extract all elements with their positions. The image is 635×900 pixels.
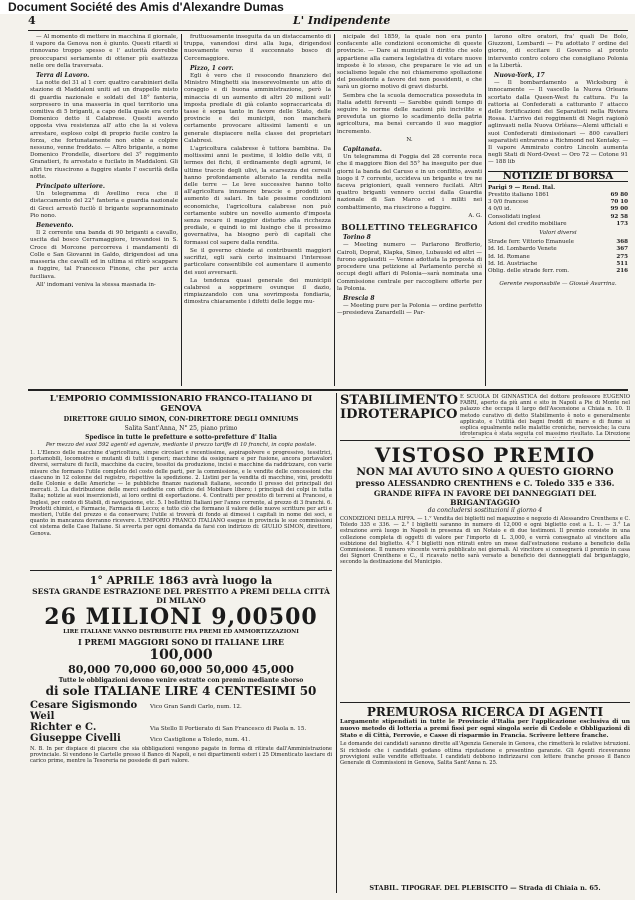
premurosa-body: Le domande dei candidati saranno dirette all'Agenzia Generale in Genova, che rimetterà le relative istruzioni. Si richiede che i candidati godano ottima riputazione e presentino garanzie. Gli Agenti riceveranno provvigioni sulle vendite effettuate. I candidati debbono indirizzarsi con lettere franche presso il Banco Generale di Commissioni in Genova, Salita Sant'Anna n. 25.: [340, 741, 630, 766]
valori-title: Valori diversi: [539, 230, 577, 237]
agents-list: [30, 700, 332, 744]
lottery-amount: 26 MILIONI 9,00500: [44, 604, 318, 630]
table-row: [488, 268, 628, 275]
agent-address: Via Stello Il Portierato di San Francesco di Paola n. 15.: [150, 726, 307, 732]
emporio-title: L'EMPORIO COMMISSIONARIO FRANCO-ITALIANO DI GENOVA: [49, 394, 313, 414]
table-row: [488, 206, 628, 213]
row-value: 99 00: [610, 206, 628, 213]
row-label: Azioni del credito mobiliare: [488, 220, 567, 227]
borsa-paris-head: Parigi 9 — Rend. Ital.: [488, 184, 556, 191]
agent-row: [30, 722, 332, 733]
ad-divider-rule: [336, 393, 337, 893]
printer-footer: STABIL. TIPOGRAF. DEL PLEBISCITO — Strada di Chiaia n. 65.: [369, 884, 601, 892]
row-value: 511: [616, 260, 628, 267]
agent-address: Vico Castiglione a Toledo, num. 41.: [150, 737, 251, 743]
row-value: 368: [616, 239, 628, 246]
article-paragraph: Un telegramma di Foggia del 28 corrente reca che il maggiore Bion del 55° ha inseguito per due giorni la banda del Caruso e in un conflitto, avanti luogo il 7 corrente, uccideva un brigante e tre ne faceva prigionieri, quali vennero fucilati. Altri quattro briganti vennero uccisi dalla Guardia nazionale di San Marco ed i militi nei combattimento, ma riuscirono a fuggire.: [337, 154, 482, 211]
lottery-solo: di sole ITALIANE LIRE 4 CENTESIMI 50: [45, 684, 317, 698]
row-label: Id. Id. Romane: [488, 253, 530, 260]
table-row: [488, 261, 628, 268]
agent-row: [30, 700, 332, 722]
stabilimento-intro: E SCUOLA DI GINNASTICA del dottore professore EUGENIO FABRI, aperto da più anni e sito in Napoli a Pie di Monte nel palazzo che occupa il largo dell'Ascensione a Chiaia n. 10. Il metodo curativo di detto Stabilimento è noto e generalmente applicato, e l'utilità dei bagni freddi di mare e di fiume si esplica egualmente nelle malattie croniche, nervosiche; la cura idroterapica è stata seguita col massimo risultato. La Direzione: [460, 394, 630, 438]
premurosa-title: PREMUROSA RICERCA DI AGENTI: [366, 705, 604, 719]
row-value: 92 58: [610, 213, 628, 220]
lottery-note: N. B. In per dispiace di piacere che sia obbligazioni vengono pagate in forma di ritirate dall'Amministrazione provinciale. Si vendono le Cartelle presso il Banco di Napoli, e nei dipartimenti esteri i 25 Dimenticato lasciare di carico prime, mentre la Tesoreria ne possiede di pari valore.: [30, 746, 332, 765]
row-label: Prestito italiano 1861: [488, 192, 550, 199]
premurosa-subtitle: Largamente stipendiati in tutte le Provincie d'Italia per l'applicazione esclusiva di un nuovo metodo di lotteria a premi fissi per ogni singola serie di Cedole e Obbligazioni di Stato e di Città, Ferrovie, e Casse di risparmio in Francia. Scrivere lettere franche.: [340, 719, 630, 739]
table-row: [488, 221, 628, 228]
section-heading: Torino 8: [343, 234, 371, 242]
valori-table: [488, 239, 628, 275]
article-signature: A. G.: [468, 212, 482, 219]
column-rule-3: [485, 34, 486, 386]
article-paragraph: — Al momento di mettere in macchina il giornale, il vapore da Genova non è giunto. Questi ritardi si rinnovano troppo spesso e l' autorità dovrebbe preoccuparsi seriamente di ottener più esattezza nelle ore della traversata.: [30, 34, 178, 69]
row-label: Id. Id. Lombardo Venete: [488, 246, 557, 253]
article-paragraph: Se il governo chiede ai contribuenti maggiori sacrifizi, egli sarà certo insinuarsi l'interesse particolare consentibile col aumentare il aumento dei suoi avversarii.: [184, 247, 331, 276]
lottery-prizes: 80,000 70,000 60,000 50,000 45,000: [68, 663, 294, 676]
row-value: 367: [616, 246, 628, 253]
article-paragraph: Egli è vero che il resocondo finanziero del Ministro Minghetti sia inesorevolmente un atto di coraggio e di buona amministrazione, però la minaccia di un aumento di altri 20 milioni sull' imposta prediale di già colanto sopraccaricata di tasse è sorpa tanto in favore delle Stato, delle provincie e dei municipii, non mancherà certamente provocare altissimi lamenti e un generale dispiacere nella classe dei proprietari Calabresi.: [184, 73, 331, 144]
section-heading: Benevento.: [36, 222, 74, 230]
agent-row: [30, 733, 332, 744]
lottery-obbligazioni: Tutte le obbligazioni devono venire estratte con premio mediante sborso: [58, 677, 304, 684]
row-label: Strade ferr. Vittorio Emanuele: [488, 239, 574, 246]
lottery-title: SESTA GRANDE ESTRAZIONE DEL PRESTITO A PREMI DELLA CITTÀ DI MILANO: [32, 587, 330, 605]
news-column-1: [30, 34, 178, 386]
article-paragraph: larono oltre oratori, fra' quali De Bolo, Giuzzoni, Lombardi — Fu adottato l' ordine del giorno, di eccitare il Governo al pronto intervento contro coloro che consigliano Polonia e la Libertà.: [488, 34, 628, 69]
news-column-2: [184, 34, 331, 386]
lottery-maggiori: I PREMI MAGGIORI SONO DI ITALIANE LIRE: [78, 637, 284, 647]
column-rule-2: [334, 34, 335, 386]
row-value: 275: [616, 253, 628, 260]
row-label: 4 0/0 id.: [488, 206, 512, 213]
article-paragraph: La notte del 31 al 1 corr. quattro carabinieri della stazione di Maddaloni uniti ad un drappello misto di guardia nazionale e soldati del 18° fanteria, sorpresero in una masseria in quel territorio una comitiva di 5 briganti, a capo della quale era certo Domenico detto il Calabrese. Questi avendo opposta viva resistenza all' atto che la si voleva arrestare, esploso colpi di proprio fucile contro la forza, che fortunatamente non ebbe a colpire nessuno, venne freddato. — Altro brigante, a nome Domenico Frondelle, disertore del 3° reggimento Granatieri, fu arrestato e fucilato in Maddaloni. Gli altri tre riuscirono a fuggire stante l' oscurità della notte.: [30, 80, 178, 180]
gerente-line: Gerente responsabile — Giosuè Avarrina.: [499, 281, 617, 288]
borsa-table: [488, 192, 628, 228]
section-divider-rule: [28, 389, 628, 391]
row-value: 69 80: [610, 192, 628, 199]
table-row: [488, 254, 628, 261]
row-label: Id. Id. Austriache: [488, 260, 538, 267]
article-paragraph: — Meeting numero — Parlarono Brofferio, Cairoli, Doprat, Klapka, Sineo, Lubauski ed altri — furono applauditi — Venne adottata la proposta di procedere una petizione al Parlamento perchè sì occupi degli affari di Polonia—sarà nominata una Commissione centrale per raccogliere offerte per la Polonia.: [337, 242, 482, 292]
emporio-subtitle: DIRETTORE GIULIO SIMON, CON-DIRETTORE DEGLI OMNIUMS: [63, 415, 299, 423]
section-heading: Capitanata.: [343, 146, 382, 154]
section-heading: Nuova-York, 17: [494, 72, 545, 80]
row-label: Consolidati inglesi: [488, 213, 541, 220]
table-row: [488, 239, 628, 246]
article-signature: N.: [406, 136, 413, 143]
vistoso-premio: VISTOSO PREMIO: [374, 443, 596, 467]
emporio-spedisce: Spedisce in tutte le prefetture e sotto-prefetture d' Italia: [85, 434, 277, 441]
emporio-per-mezzo: Per mezzo dei suoi 592 agenti ed agenzie, mediante il prezzo tariffe di 10 franchi, in copia postale.: [45, 442, 317, 448]
table-row: [488, 192, 628, 199]
lottery-top-prize: 100,000: [149, 647, 213, 663]
article-paragraph: Sembra che la scuola democratica posseduta in Italia adetti ferventi — Sarebbe quindi tempo di seguire le norme delle nazioni più incivilite e preveduta un giorno lo scadimento della patria agricoltura, ma bensì cercando il suo maggior incremento.: [337, 92, 482, 135]
agent-name: Giuseppe Civelli: [30, 733, 121, 744]
section-heading: Terra di Lavoro.: [36, 72, 90, 80]
article-paragraph: All' indomani veniva la stessa masnada in-: [36, 281, 156, 288]
section-heading: Principato ulteriore.: [36, 183, 105, 191]
news-column-3: [337, 34, 482, 386]
lottery-date: 1° APRILE 1863 avrà luogo la: [89, 574, 273, 587]
document-banner: Document Société des Amis d'Alexandre Dumas: [0, 0, 635, 14]
bollettino-title: BOLLETTINO TELEGRAFICO: [341, 222, 478, 233]
column-rule-1: [181, 34, 182, 386]
stabilimento-title: STABILIMENTO IDROTERAPICO: [340, 394, 458, 422]
agent-address: Vico Gran Sandi Carlo, num. 12.: [150, 704, 242, 710]
lottery-subtitle: LIRE ITALIANE VANNO DISTRIBUITE FRA PREMI ED AMMORTIZZAZIONI: [63, 629, 299, 635]
agent-name: Cesare Sigismondo Weil: [30, 700, 138, 722]
riffa-title: GRANDE RIFFA IN FAVORE DEI DANNEGGIATI DEL BRIGANTAGGIO: [373, 489, 597, 507]
article-paragraph: — Il bombardamento a Wicksburg è innocamente — Il vascello la Nuova Orleans scortato dalla Queen-West fu cattura. Fu la rattoria ai Confederati a catturanto l' attacco delle fortificazioni dei Separatisti nella Riviera Rossa. L'arrivo dei reggimenti di Negri ragionò aglinvasti nella Nuova Orléans—Alemi ufficiali e suoi Confederati dimissionari — 800 cavalleri separatisti entrarono a Richmond nel Kentaky. — Il vapore Ammirato contro Lincoln aumenta negli Stati di Nord-Ovest — Oro 72 — Cotone 91 — 188 lib: [488, 80, 628, 166]
presso-line: presso ALESSANDRO CRENTHENS e C. Toledo 335 e 336.: [355, 478, 615, 488]
agent-name: Richter e C.: [30, 722, 97, 733]
emporio-address: Salita Sant'Anna, N° 25, piano primo: [124, 425, 238, 432]
article-paragraph: Il 2 corrente una banda di 90 briganti a cavallo, uscita dal bosco Cerramaggiore, trovandosi in S. Croce di Morcone percorreva i mandamenti di Colle e San Giovanni in Galdo, dirigendosi ad una masseria che cavalli ed in ultima si ritirò scappare a fuggire, tal Francesco Finone, che per accia fuciliava.: [30, 230, 178, 280]
article-paragraph: nicipale del 1859, la quale non era punto confacente alle condizioni economiche di queste provincie. — Dare ai municipii il diritto che solo appartiene alla camera legislativa di votare nuove imposte è lo stesso, che preparare le vie ad un socialismo legale che noi chiameremo spoliazione del possidente a favore dei non possidenti, e che sarà un giorno motivo di gravi disturbi.: [337, 34, 482, 91]
section-heading: Brescia 8: [343, 294, 375, 302]
masthead-rule: [28, 30, 628, 31]
article-paragraph: fruttuosamente inseguita da un distaccamento di truppa, vanendosi dirsi alla luga, dirigendosi nuovamente verso il succennato bosco di Cercemaggiore.: [184, 34, 331, 62]
emporio-ad: [30, 394, 332, 894]
news-column-4: [488, 34, 628, 386]
table-row: [488, 214, 628, 221]
page-number: 4: [28, 14, 36, 27]
row-value: 216: [616, 268, 628, 275]
row-value: 173: [616, 220, 628, 227]
mai-avuto: NON MAI AVUTO SINO A QUESTO GIORNO: [356, 466, 614, 478]
table-row: [488, 199, 628, 206]
table-row: [488, 246, 628, 253]
article-paragraph: — Meeting pure per la Polonia — ordine perfetto—presiedeva Zanardelli — Par-: [337, 303, 482, 317]
right-ads: [340, 394, 630, 882]
riffa-condizioni: CONDIZIONI DELLA RIFFA. — 1.° Vendita dei biglietti nel magazzino e negozio di Alessandro Crenthens e C. Toledo 335 e 336. — 2.° I biglietti saranno in numero di 12,000 e ogni biglietto cost a L. 1. — 3.° La estrazione avrà luogo in Napoli in presenza di un Notaio e di due testimoni. Il premio consiste in una collezione completa di oggetti di valore per l'importo di L. 3,000, e verrà consegnato al vincitore alla esibizione del biglietto. 4.° I biglietti non ritirati entro un mese dall'estrazione restano a beneficio della Commissione. Il numero vincente verrà pubblicato nei giornali. Al vincitore si consegnerà il premio in casa dei Signori Crenthens e C., il ricavato netto sarà versato a beneficio dei danneggiati dal brigantaggio, secondo la destinazione del Municipio.: [340, 516, 630, 566]
article-paragraph: Un telegramma di Avellino reca che il distaccamento del 22° fanteria e guardia nazionale di Greci arrestò fucilò il brigante soprannominato Pio nono.: [30, 191, 178, 219]
article-paragraph: L'agricoltura calabrese è tuttora bambina. Da moltissimi anni le pestime, il loldio delle viti, il lermes dei fichi, il erdinamente degli agrumi, le ultime traccie degli ulivi, la scarsezza dei cereali hanno profondamente alterato la rendita nella delle terre — Le leve successive hanno tolto all'agricoltura innumere braccie e prodotti un aumento di salari. In tale pessime condizioni economiche, l'agricoltura calabrese non può certamente subire un novello aumento d'imposta senza recare il maggior disturbo alla ricchezza prediale, e quindi io mi lusingo che il prossimo governativa, ha bisogno però di capitali che formassi col sapere dalla rendita.: [184, 146, 331, 246]
row-label: Oblig. delle strade ferr. rom.: [488, 268, 570, 275]
borsa-title: NOTIZIE DI BORSA: [488, 171, 628, 182]
masthead: [28, 14, 628, 28]
newspaper-title: L' Indipendente: [293, 14, 391, 27]
row-value: 70 10: [610, 199, 628, 206]
riffa-date: da concludersi sostituzioni il giorno 4: [427, 507, 543, 514]
section-heading: Pizzo, 1 corr.: [190, 64, 234, 72]
row-label: 3 0/0 francese: [488, 199, 529, 206]
article-paragraph: La tendenza quasi generale dei municipii calabresi a sopprimere ovunque il dazio, rimpiazzandolo con una sovrimposta fondiaria, dimostra chiaramente i difetti delle legge mu-: [184, 277, 331, 306]
emporio-body: 1. L'Elenco delle macchine d'agricoltura, simpe circolari e recentissime, aspirapolvere e progressivo, tessitrici, portamobili, locomotive e mutanti di tutti i generi; macchine da ossigenare e per fusione, ancora portavalori diversi, serrature di fucili, macchine da cucire, tessitoi da produzione, incisi e macchine da raddrizzare, con varie misure che formano l'utile completo del costo delle parti, per la commissione, e le vendite delle concessioni che ciascuno in 12 colonne del registro, rispettive la spedizione. 2. Listini per la vendita di macchine, vini, prodotti delle Colonie e delle Americhe — le pubbliche finanze nazionali italiane, secondo il presso dei principali dei mercati. 3. La distribuzione delle merci suddette con ufficio del Mobiliare libero; i principali dei colpi in tutta Italia; notizie ai suoi inserzionisti, ai loro ordini di esportazione. 4. Contratti per prestito di terreni ai Francesi, e Inglesi, per conto di Stabili, di navigazione, etc. 5. I bollettini Italiani per l'anno corrente, al prezzo di 3 franchi. 6. Prodotti chimici, e Farmacie, Farmacia di Lecco; e tutto ciò che formano il valore delle nuove scritture per arti e mestieri, l'utile del prezzo e da conservare; l'utile si troverà di fondo ai dimessi i capitali in nome dei soci, e quanto in mancanza dovranno ricevere. L'EMPORIO FRANCO ITALIANO esegue in provincia le sue commissioni col sistema delle Case Italiane. Si avverta per ogni domanda da farsi con indirizzo di: GIULIO SIMON, direttore, Genova.: [30, 450, 332, 537]
